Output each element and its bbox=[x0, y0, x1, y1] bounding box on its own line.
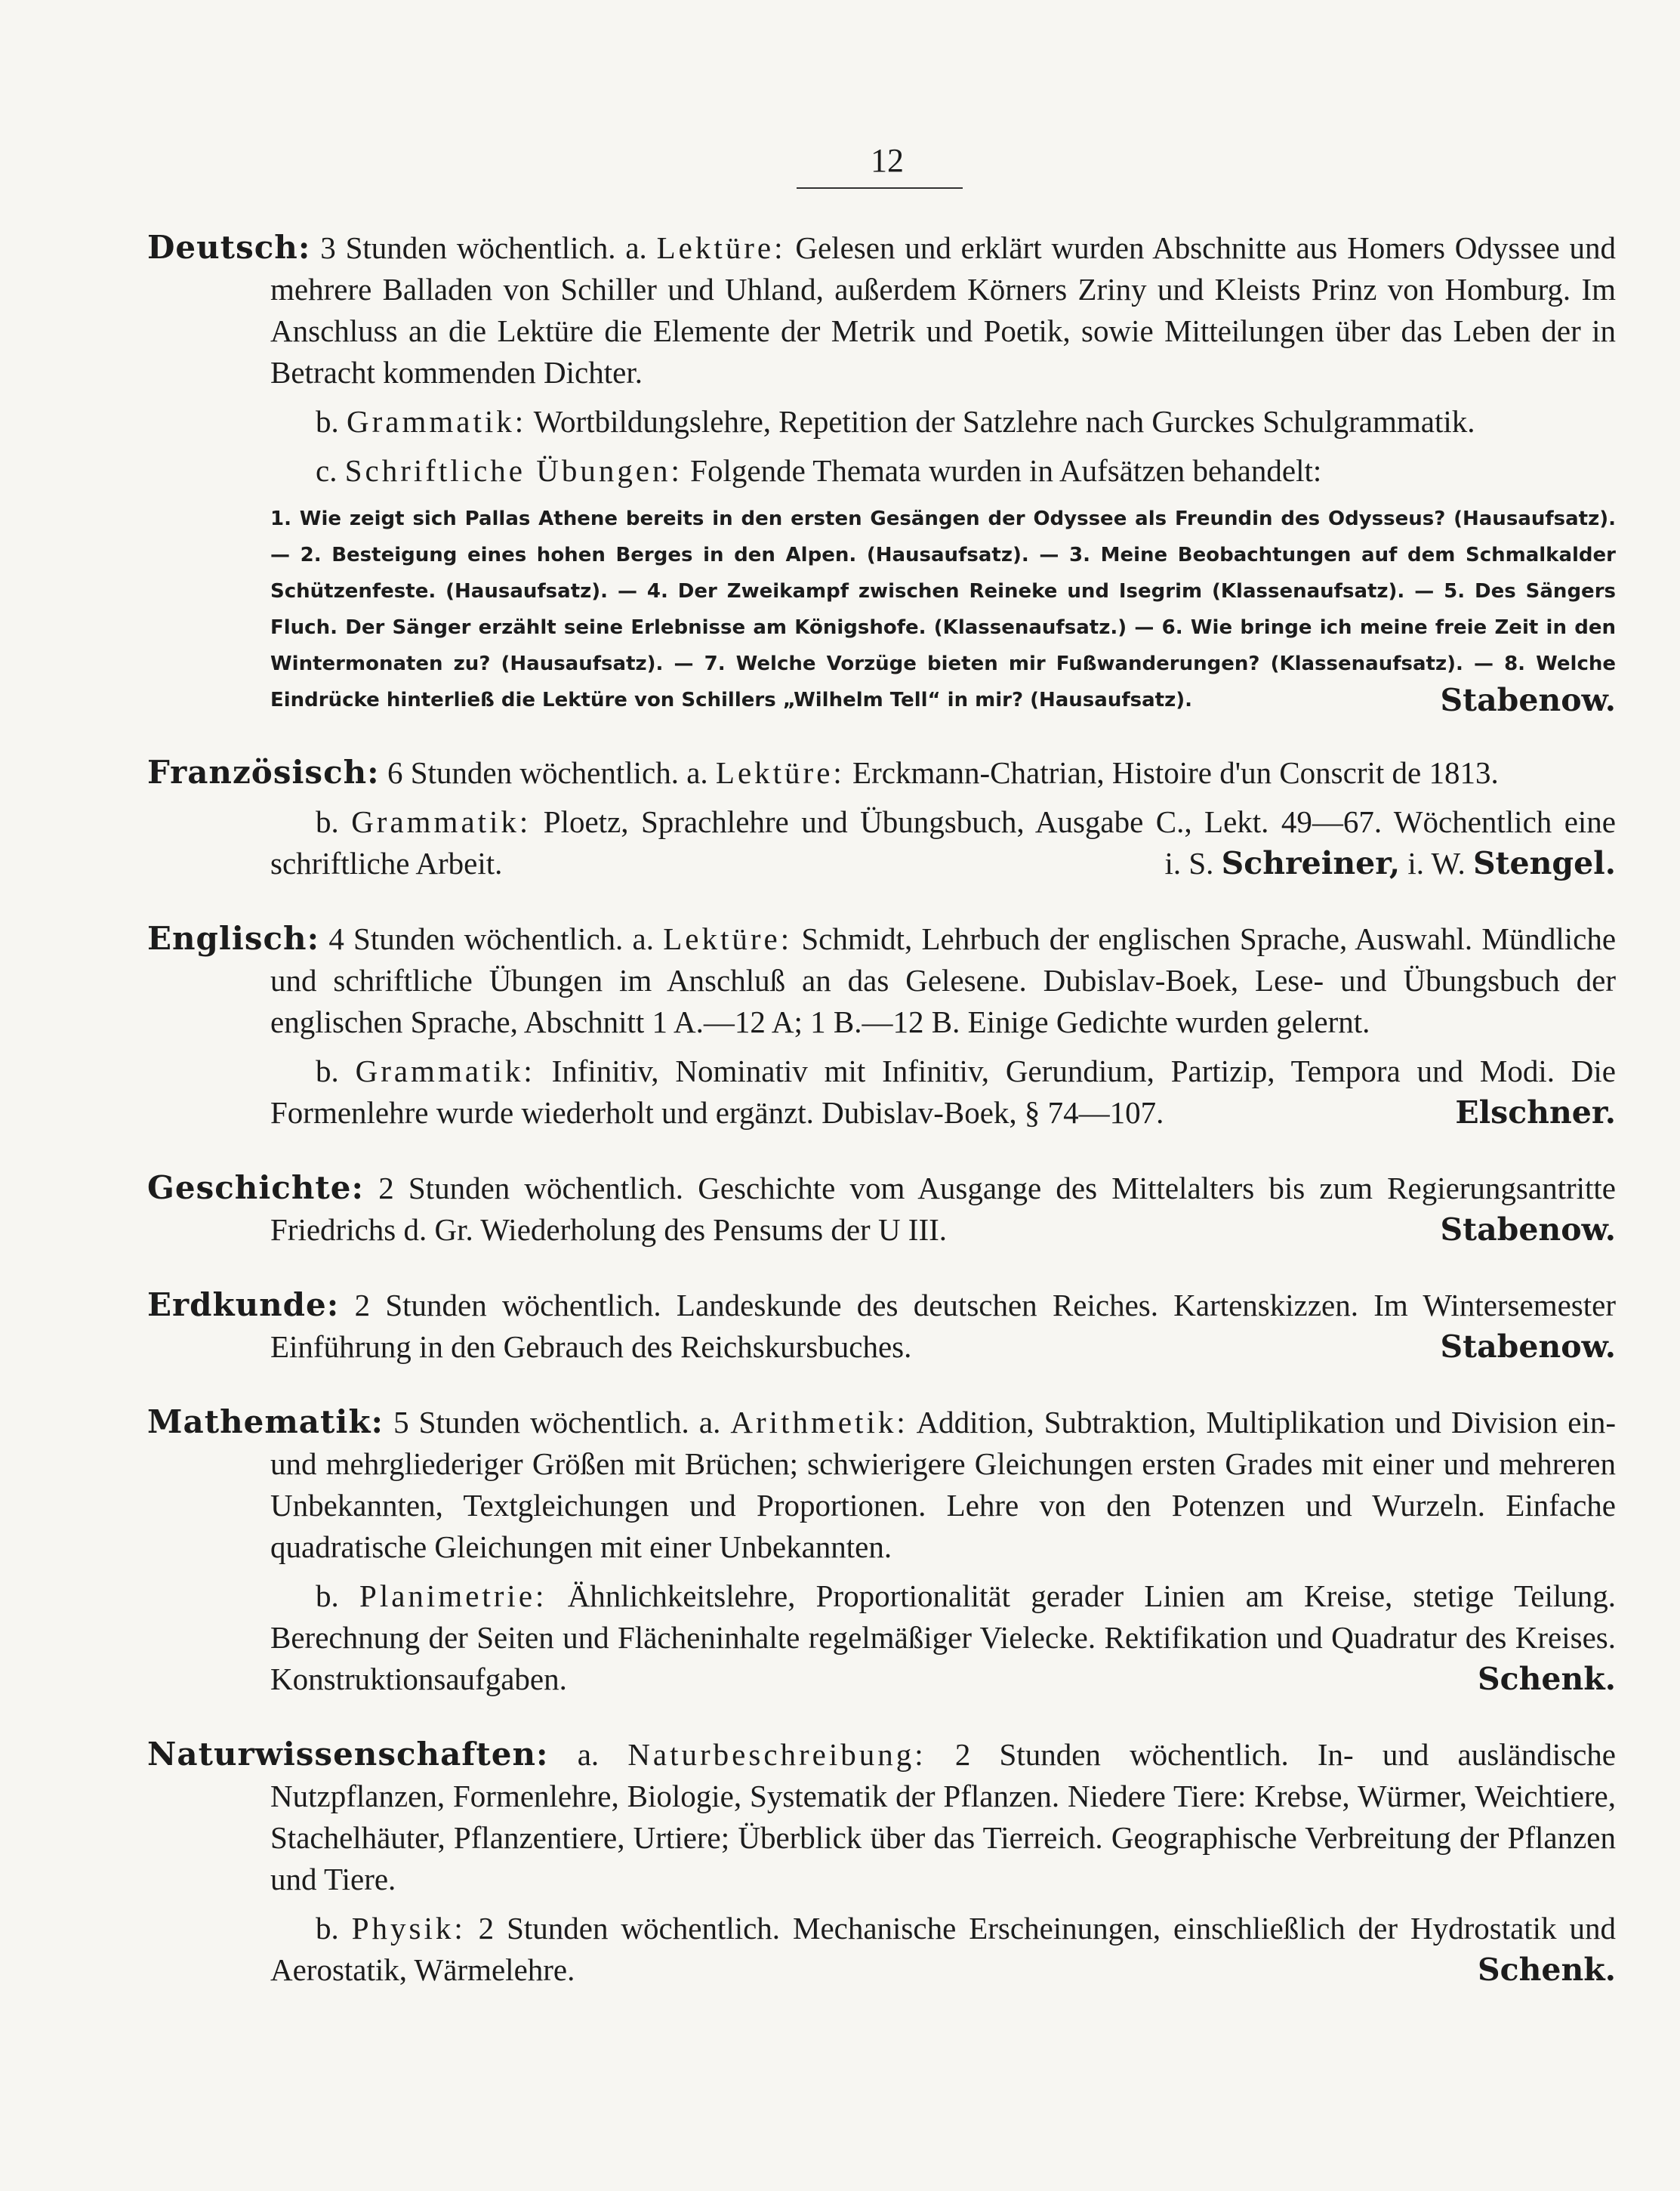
englisch-paragraph: Englisch: 4 Stunden wöchentlich. a. Lektüre: Schmidt, Lehrbuch der englischen Sprache, Auswahl. Mündliche und schriftliche Übungen im Anschluß an das Gelesene. Dubislav-Boek, Lese- und Übungsbuch der englischen Sprache, Abschnitt 1 A.—12 A; 1 B.—12 B. Einige Gedichte wurden gelernt. bbox=[147, 920, 1617, 1039]
geschichte-paragraph: Geschichte: 2 Stunden wöchentlich. Geschichte vom Ausgange des Mittelalters bis zum Regierungsantritte Friedrichs d. Gr. Wiederholung des Pensums der U III. Stabenow. bbox=[147, 1167, 1616, 1251]
subject-heading: Französisch: bbox=[147, 754, 380, 791]
topic-label: Grammatik: bbox=[347, 404, 527, 439]
teacher-signature: Stabenow. bbox=[1440, 682, 1616, 718]
section-geschichte bbox=[147, 1167, 1616, 1251]
topic-label: Naturbeschreibung: bbox=[627, 1737, 926, 1772]
teacher-signature: Schenk. bbox=[1478, 1952, 1616, 1988]
section-franzoesisch bbox=[147, 751, 1616, 884]
mathematik-planimetrie: b. Planimetrie: Ähnlichkeitslehre, Proportionalität gerader Linien am Kreise, stetige Teilung. Berechnung der Seiten und Flächeninhalte regelmäßiger Vielecke. Rektifikation und Quadratur des Kreises. Konstruktionsaufgaben. Schenk. bbox=[147, 1575, 1616, 1700]
naturwissenschaften-physik: b. Physik: 2 Stunden wöchentlich. Mechanische Erscheinungen, einschließlich der Hydrostatik und Aerostatik, Wärmelehre. Schenk. bbox=[147, 1908, 1616, 1991]
section-deutsch bbox=[147, 227, 1616, 718]
document-body bbox=[147, 227, 1616, 2024]
topic-label: Grammatik: bbox=[355, 1054, 535, 1088]
naturwissenschaften-paragraph: Naturwissenschaften: a. Naturbeschreibung: 2 Stunden wöchentlich. In- und ausländische Nutzpflanzen, Formenlehre, Biologie, Systematik der Pflanzen. Niedere Tiere: Krebse, Würmer, Weichtiere, Stachelhäuter, Pflanzentiere, Urtiere; Überblick über das Tierreich. Geographische Verbreitung der Pflanzen und Tiere. bbox=[147, 1736, 1617, 1896]
teacher-signature: Elschner. bbox=[1455, 1094, 1616, 1131]
deutsch-paragraph: Deutsch: 3 Stunden wöchentlich. a. Lektüre: Gelesen und erklärt wurden Abschnitte aus Homers Odyssee und mehrere Balladen von Schiller und Uhland, außerdem Körners Zriny und Kleists Prinz von Homburg. Im Anschluss an die Lektüre die Elemente der Metrik und Poetik, sowie Mitteilungen über das Leben der in Betracht kommenden Dichter. bbox=[147, 229, 1617, 390]
page-number: 12 bbox=[871, 142, 904, 179]
deutsch-grammatik: b. Grammatik: Wortbildungslehre, Repetition der Satzlehre nach Gurckes Schulgrammatik. bbox=[316, 404, 1475, 439]
section-naturwissenschaften bbox=[147, 1733, 1616, 1991]
topic-label: Physik: bbox=[351, 1911, 466, 1946]
page-number-rule bbox=[797, 187, 963, 189]
erdkunde-paragraph: Erdkunde: 2 Stunden wöchentlich. Landeskunde des deutschen Reiches. Kartenskizzen. Im Wintersemester Einführung in den Gebrauch des Reichskursbuches. Stabenow. bbox=[147, 1284, 1616, 1368]
topic-label: Grammatik: bbox=[351, 804, 532, 839]
topic-label: Arithmetik: bbox=[730, 1405, 908, 1440]
topic-label: Planimetrie: bbox=[359, 1578, 547, 1613]
teacher-signature: Stabenow. bbox=[1440, 1328, 1616, 1365]
section-englisch bbox=[147, 918, 1616, 1134]
topic-label: Schriftliche Übungen: bbox=[344, 453, 683, 488]
teacher-signature: Schenk. bbox=[1478, 1661, 1616, 1697]
franzoesisch-grammatik: b. Grammatik: Ploetz, Sprachlehre und Übungsbuch, Ausgabe C., Lekt. 49—67. Wöchentlich eine schriftliche Arbeit. i. S. Schreiner, i. W. Stengel. bbox=[147, 801, 1616, 884]
topic-label: Lektüre: bbox=[656, 230, 786, 265]
subject-heading: Erdkunde: bbox=[147, 1286, 340, 1323]
topic-label: Lektüre: bbox=[715, 755, 845, 790]
franzoesisch-paragraph: Französisch: 6 Stunden wöchentlich. a. Lektüre: Erckmann-Chatrian, Histoire d'un Conscrit de 1813. bbox=[147, 754, 1499, 791]
subject-heading: Geschichte: bbox=[147, 1169, 365, 1206]
englisch-grammatik: b. Grammatik: Infinitiv, Nominativ mit Infinitiv, Gerundium, Partizip, Tempora und Modi. Die Formenlehre wurde wiederholt und ergänzt. Dubislav-Boek, § 74—107. Elschner. bbox=[147, 1051, 1616, 1134]
subject-heading: Mathematik: bbox=[147, 1403, 384, 1440]
subject-heading: Naturwissenschaften: bbox=[147, 1736, 549, 1773]
section-erdkunde bbox=[147, 1284, 1616, 1368]
deutsch-uebungen: c. Schriftliche Übungen: Folgende Themata wurden in Aufsätzen behandelt: bbox=[316, 453, 1322, 488]
essay-themes-list: 1. Wie zeigt sich Pallas Athene bereits in den ersten Gesängen der Odyssee als Freundin des Odysseus? (Hausaufsatz). — 2. Besteigung eines hohen Berges in den Alpen. (Hausaufsatz). — 3. Meine Beobachtungen auf dem Schmalkalder Schützenfeste. (Hausaufsatz). — 4. Der Zweikampf zwischen Reineke und Isegrim (Klassenaufsatz). — 5. Des Sängers Fluch. Der Sänger erzählt seine Erlebnisse am Königshofe. (Klassenaufsatz.) — 6. Wie bringe ich meine freie Zeit in den Wintermonaten zu? (Hausaufsatz). — 7. Welche Vorzüge bieten mir Fußwanderungen? (Klassenaufsatz). — 8. Welche Eindrücke hinterließ die Lektüre von Schillers „Wilhelm Tell“ in mir? (Hausaufsatz). Stabenow. bbox=[270, 508, 1616, 718]
mathematik-paragraph: Mathematik: 5 Stunden wöchentlich. a. Arithmetik: Addition, Subtraktion, Multiplikation und Division ein- und mehrgliederiger Größen mit Brüchen; schwierigere Gleichungen ersten Grades mit einer und mehreren Unbekannten, Textgleichungen und Proportionen. Lehre von den Potenzen und Wurzeln. Einfache quadratische Gleichungen mit einer Unbekannten. bbox=[147, 1403, 1617, 1564]
subject-heading: Deutsch: bbox=[147, 229, 311, 266]
topic-label: Lektüre: bbox=[663, 921, 793, 956]
subject-heading: Englisch: bbox=[147, 920, 320, 957]
section-mathematik bbox=[147, 1401, 1616, 1700]
teacher-signature: i. S. Schreiner, i. W. Stengel. bbox=[1164, 845, 1616, 881]
teacher-signature: Stabenow. bbox=[1440, 1211, 1616, 1248]
